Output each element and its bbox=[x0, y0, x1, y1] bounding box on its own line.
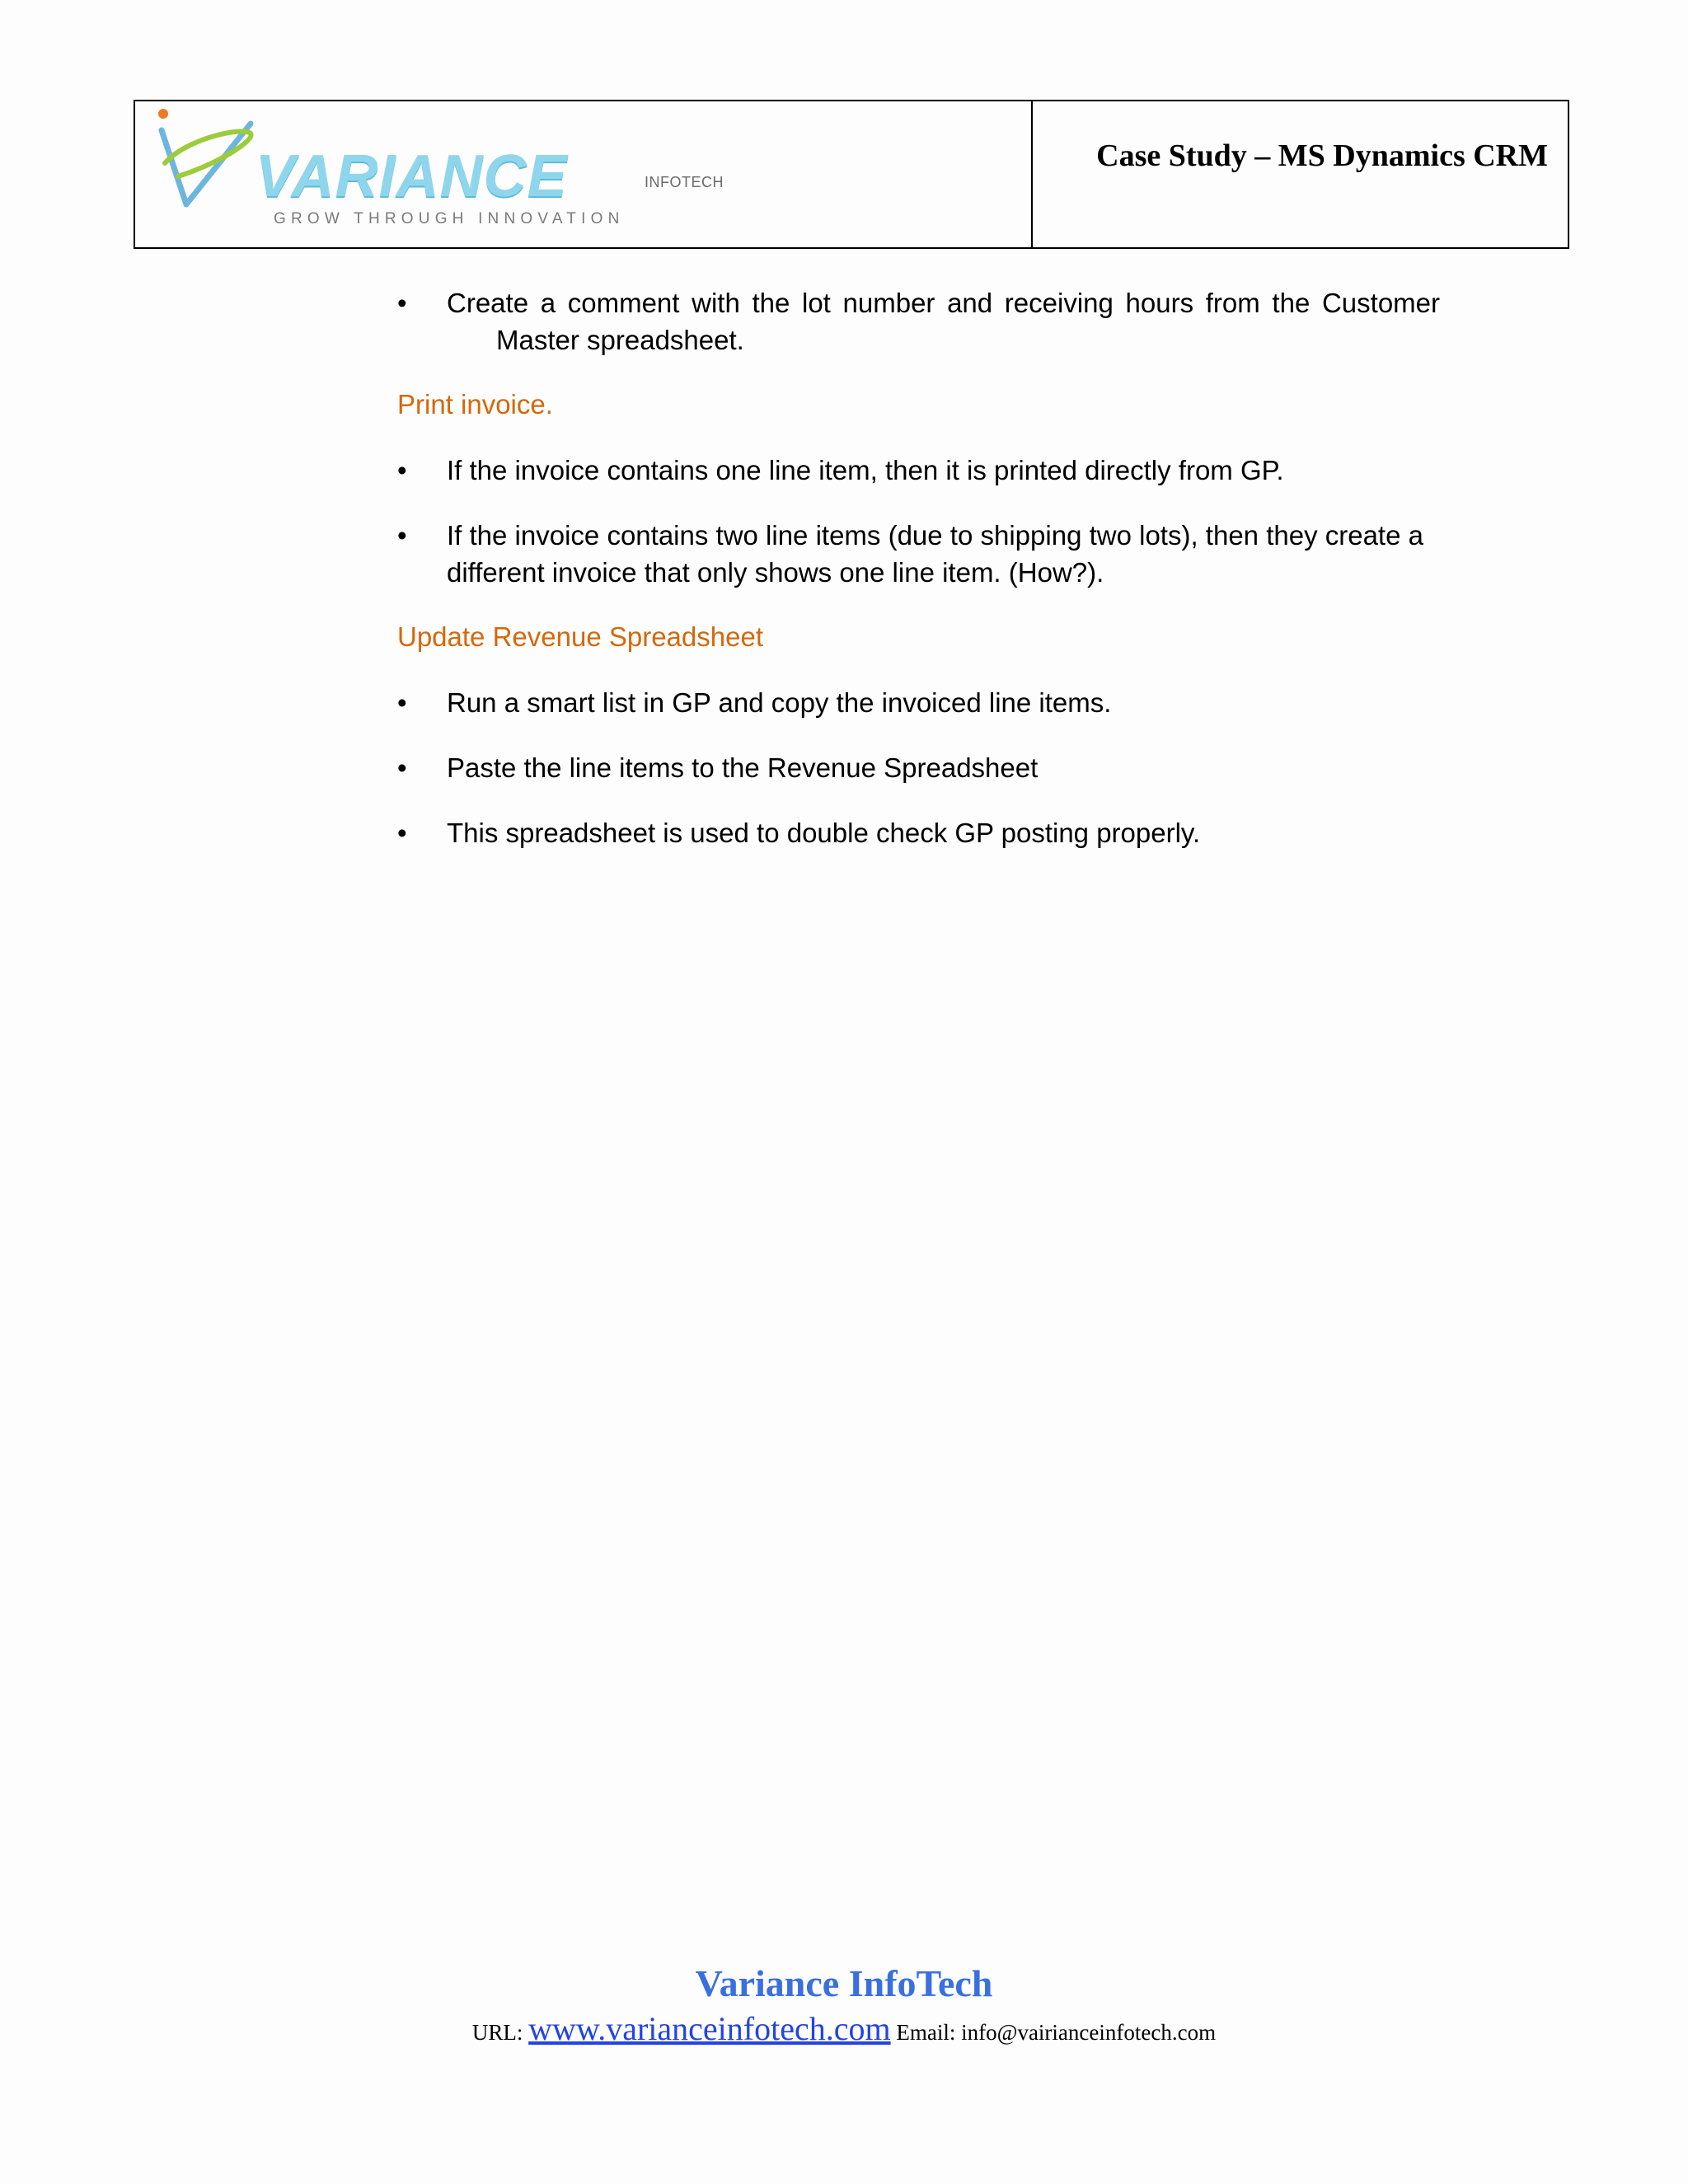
header-logo-cell bbox=[135, 101, 1033, 247]
email-address: info@vairianceinfotech.com bbox=[961, 2020, 1217, 2045]
section-heading-update-revenue: Update Revenue Spreadsheet bbox=[397, 621, 763, 652]
footer-contact bbox=[0, 2009, 1688, 2048]
list-item bbox=[397, 284, 1440, 359]
document-title: Case Study – MS Dynamics CRM bbox=[1096, 138, 1548, 173]
header-title-cell bbox=[1033, 101, 1568, 247]
bullet-text-line1: Create a comment with the lot number and receiving hours from the Customer bbox=[447, 288, 1440, 318]
logo-suffix: INFOTECH bbox=[645, 174, 724, 190]
logo-wordmark: VARIANCE bbox=[256, 143, 568, 209]
list-item bbox=[397, 749, 1440, 786]
list-item bbox=[397, 517, 1440, 591]
website-link[interactable]: www.varianceinfotech.com bbox=[528, 2010, 891, 2047]
bullet-icon: • bbox=[397, 752, 407, 783]
logo-tagline: GROW THROUGH INNOVATION bbox=[274, 210, 625, 227]
bullet-icon: • bbox=[397, 288, 407, 318]
email-label: Email: bbox=[896, 2020, 956, 2045]
bullet-text: Paste the line items to the Revenue Spreadsheet bbox=[447, 752, 1039, 783]
bullet-text: If the invoice contains one line item, then it is printed directly from GP. bbox=[447, 455, 1284, 485]
footer-company-name: Variance InfoTech bbox=[695, 1962, 993, 2004]
document-body bbox=[397, 284, 1440, 851]
list-item bbox=[397, 452, 1440, 489]
bullet-text: Run a smart list in GP and copy the invoiced line items. bbox=[447, 687, 1112, 718]
bullet-text-line2: Master spreadsheet. bbox=[496, 325, 744, 355]
bullet-text: If the invoice contains two line items (due to shipping two lots), then they create a different invoice that only shows one line item. (How?). bbox=[447, 520, 1423, 588]
bullet-icon: • bbox=[397, 455, 407, 485]
bullet-icon: • bbox=[397, 818, 407, 848]
bullet-icon: • bbox=[397, 687, 407, 718]
list-item bbox=[397, 684, 1440, 721]
bullet-text: This spreadsheet is used to double check GP posting properly. bbox=[447, 818, 1201, 848]
list-item bbox=[397, 814, 1440, 851]
bullet-icon: • bbox=[397, 520, 407, 551]
section-heading-print-invoice: Print invoice. bbox=[397, 389, 553, 419]
variance-infotech-logo bbox=[153, 105, 730, 237]
url-label: URL: bbox=[471, 2020, 523, 2045]
page-header bbox=[134, 100, 1569, 249]
logo-check-swoosh-icon bbox=[153, 105, 260, 221]
